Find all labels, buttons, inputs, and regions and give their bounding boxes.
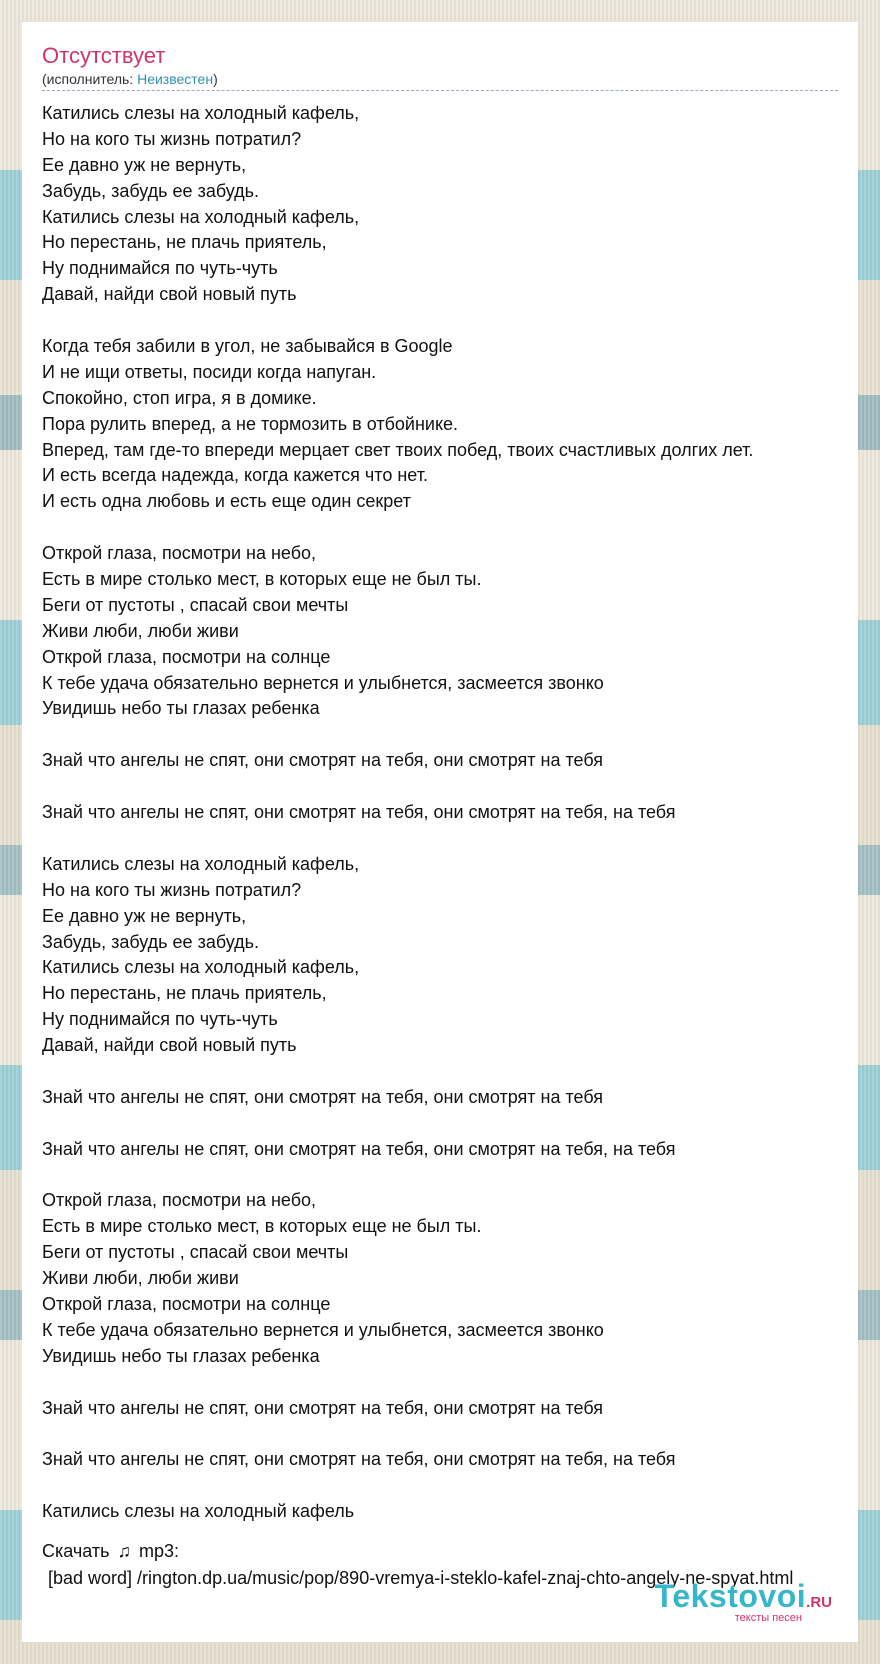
lyrics-text — [42, 101, 838, 1525]
lyric-line: Ее давно уж не вернуть, — [42, 905, 247, 926]
lyric-line: И есть одна любовь и есть еще один секрет — [42, 491, 411, 512]
lyric-line: Пора рулить вперед, а не тормозить в отбойнике. — [42, 413, 459, 434]
lyric-line: Давай, найди свой новый путь — [42, 284, 297, 305]
lyric-line: Беги от пустоты , спасай свои мечты — [42, 594, 349, 615]
lyric-line: Катились слезы на холодный кафель, — [42, 206, 360, 227]
artist-line — [42, 70, 838, 88]
lyric-line: Увидишь небо ты глазах ребенка — [42, 698, 320, 719]
title-divider — [42, 90, 838, 91]
lyric-line: Забудь, забудь ее забудь. — [42, 180, 260, 201]
lyric-line: Спокойно, стоп игра, я в домике. — [42, 387, 317, 408]
lyric-line: К тебе удача обязательно вернется и улыбнется, засмеется звонко — [42, 1319, 604, 1340]
stanza-gap — [42, 515, 838, 541]
lyric-line: Но перестань, не плачь приятель, — [42, 983, 327, 1004]
download-format: mp3: — [139, 1540, 180, 1561]
stanza-gap — [42, 1111, 838, 1137]
download-line — [42, 1537, 838, 1565]
lyric-line: И есть всегда надежда, когда кажется что нет. — [42, 465, 428, 486]
logo-tagline: тексты песен — [734, 1612, 802, 1624]
artist-link[interactable]: Неизвестен — [137, 71, 214, 87]
lyric-line: Ну поднимайся по чуть-чуть — [42, 258, 278, 279]
lyric-line: Живи люби, люби живи — [42, 1268, 239, 1289]
lyric-line: Живи люби, люби живи — [42, 620, 239, 641]
lyric-line: Знай что ангелы не спят, они смотрят на тебя, они смотрят на тебя — [42, 1086, 603, 1107]
lyric-line: Ее давно уж не вернуть, — [42, 154, 247, 175]
lyric-line: Открой глаза, посмотри на небо, — [42, 543, 317, 564]
lyric-line: Знай что ангелы не спят, они смотрят на тебя, они смотрят на тебя, на тебя — [42, 802, 676, 823]
site-logo[interactable] — [655, 1580, 832, 1624]
lyric-line: Забудь, забудь ее забудь. — [42, 931, 260, 952]
lyric-line: Катились слезы на холодный кафель, — [42, 853, 360, 874]
lyric-line: Знай что ангелы не спят, они смотрят на тебя, они смотрят на тебя, на тебя — [42, 1449, 676, 1470]
lyric-line: Знай что ангелы не спят, они смотрят на тебя, они смотрят на тебя, на тебя — [42, 1138, 676, 1159]
stanza-gap — [42, 308, 838, 334]
lyric-line: Есть в мире столько мест, в которых еще не был ты. — [42, 1216, 482, 1237]
download-url[interactable]: [bad word] /rington.dp.ua/music/pop/890-vremya-i-steklo-kafel-znaj-chto-angely-ne-spyat.html — [48, 1567, 794, 1588]
stanza-gap — [42, 826, 838, 852]
artist-prefix: (исполнитель: — [42, 71, 138, 87]
lyric-line: Катились слезы на холодный кафель — [42, 1501, 355, 1522]
song-title: Отсутствует — [42, 43, 166, 68]
artist-suffix: ) — [213, 71, 218, 87]
stanza-gap — [42, 774, 838, 800]
stanza-gap — [42, 1163, 838, 1189]
stanza-gap — [42, 1059, 838, 1085]
lyric-line: Катились слезы на холодный кафель, — [42, 957, 360, 978]
lyric-line: Ну поднимайся по чуть-чуть — [42, 1009, 278, 1030]
lyric-line: И не ищи ответы, посиди когда напуган. — [42, 361, 377, 382]
lyric-line: К тебе удача обязательно вернется и улыбнется, засмеется звонко — [42, 672, 604, 693]
lyric-line: Открой глаза, посмотри на небо, — [42, 1190, 317, 1211]
music-note-icon: ♫ — [117, 1540, 131, 1561]
lyric-line: Но на кого ты жизнь потратил? — [42, 128, 302, 149]
lyric-line: Открой глаза, посмотри на солнце — [42, 1293, 331, 1314]
lyric-line: Увидишь небо ты глазах ребенка — [42, 1345, 320, 1366]
lyric-line: Когда тебя забили в угол, не забывайся в Google — [42, 336, 453, 357]
lyric-line: Давай, найди свой новый путь — [42, 1035, 297, 1056]
logo-tld: .RU — [806, 1594, 832, 1611]
lyric-line: Открой глаза, посмотри на солнце — [42, 646, 331, 667]
lyric-line: Но перестань, не плачь приятель, — [42, 232, 327, 253]
lyric-line: Но на кого ты жизнь потратил? — [42, 879, 302, 900]
stanza-gap — [42, 1473, 838, 1499]
download-label: Скачать — [42, 1540, 110, 1561]
lyric-line: Знай что ангелы не спят, они смотрят на тебя, они смотрят на тебя — [42, 750, 603, 771]
lyric-line: Вперед, там где-то впереди мерцает свет твоих побед, твоих счастливых долгих лет. — [42, 439, 754, 460]
lyric-line: Есть в мире столько мест, в которых еще не был ты. — [42, 569, 482, 590]
stanza-gap — [42, 722, 838, 748]
lyrics-card — [22, 22, 858, 1642]
stanza-gap — [42, 1421, 838, 1447]
lyric-line: Катились слезы на холодный кафель, — [42, 103, 360, 123]
lyric-line: Знай что ангелы не спят, они смотрят на тебя, они смотрят на тебя — [42, 1397, 603, 1418]
logo-name: Tekstovoi — [654, 1578, 807, 1614]
lyric-line: Беги от пустоты , спасай свои мечты — [42, 1242, 349, 1263]
stanza-gap — [42, 1370, 838, 1396]
